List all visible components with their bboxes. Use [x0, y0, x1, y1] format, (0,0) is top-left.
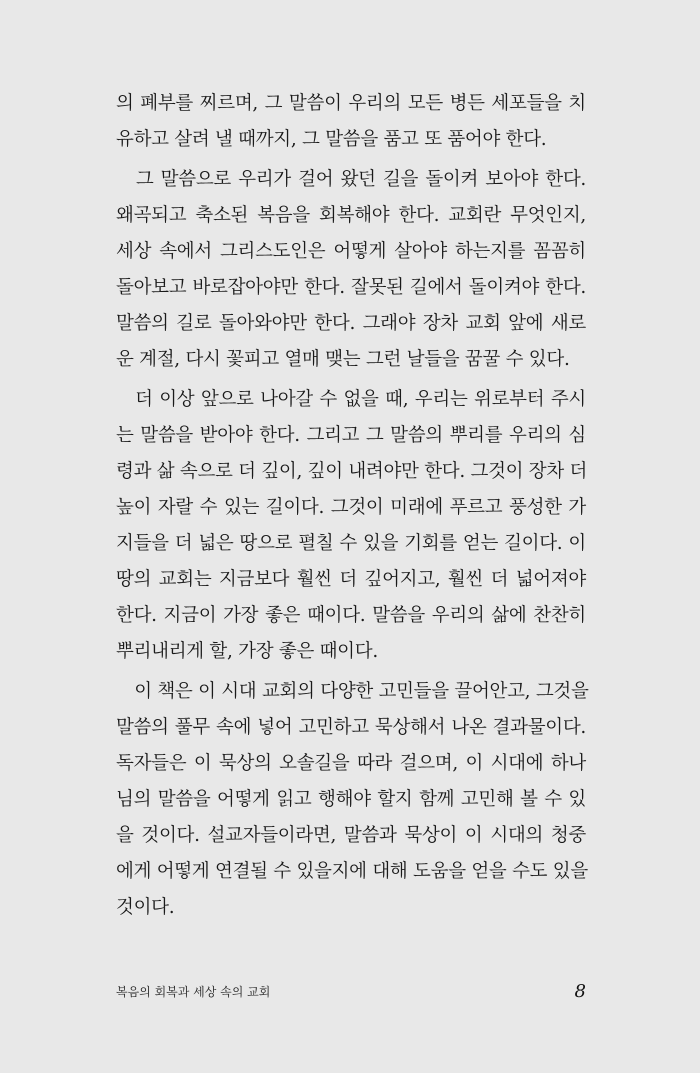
- body-text-line: 에게 어떻게 연결될 수 있을지에 대해 도움을 얻을 수도 있을: [116, 861, 588, 882]
- body-text-line: 말씀의 길로 돌아와야만 한다. 그래야 장차 교회 앞에 새로: [116, 313, 586, 334]
- body-text-line: 땅의 교회는 지금보다 훨씬 더 깊어지고, 훨씬 더 넓어져야: [116, 569, 586, 590]
- body-text-line: 그 말씀으로 우리가 걸어 왔던 길을 돌이켜 보아야 한다.: [116, 169, 586, 190]
- body-text-line: 왜곡되고 축소된 복음을 회복해야 한다. 교회란 무엇인지,: [116, 205, 586, 226]
- body-text-line: 말씀의 풀무 속에 넣어 고민하고 묵상해서 나온 결과물이다.: [116, 717, 586, 738]
- body-text-line: 세상 속에서 그리스도인은 어떻게 살아야 하는지를 꼼꼼히: [116, 241, 586, 262]
- body-text-line: 돌아보고 바로잡아야만 한다. 잘못된 길에서 돌이켜야 한다.: [116, 277, 586, 298]
- body-text-line: 독자들은 이 묵상의 오솔길을 따라 걸으며, 이 시대에 하나: [116, 753, 586, 774]
- body-text-line: 유하고 살려 낼 때까지, 그 말씀을 품고 또 품어야 한다.: [116, 129, 547, 150]
- body-text-line: 이 책은 이 시대 교회의 다양한 고민들을 끌어안고, 그것을: [116, 681, 589, 702]
- body-text-line: 지들을 더 넓은 땅으로 펼칠 수 있을 기회를 얻는 길이다. 이: [116, 533, 586, 554]
- body-text-line: 의 폐부를 찌르며, 그 말씀이 우리의 모든 병든 세포들을 치: [116, 93, 586, 114]
- body-text-line: 령과 삶 속으로 더 깊이, 깊이 내려야만 한다. 그것이 장차 더: [116, 461, 588, 482]
- running-footer-title: 복음의 회복과 세상 속의 교회: [116, 985, 271, 999]
- body-text-line: 뿌리내리게 할, 가장 좋은 때이다.: [116, 641, 378, 662]
- body-text-line: 것이다.: [116, 897, 175, 918]
- page-number: 8: [574, 981, 586, 1002]
- body-text-line: 운 계절, 다시 꽃피고 열매 맺는 그런 날들을 꿈꿀 수 있다.: [116, 349, 570, 370]
- body-text-line: 높이 자랄 수 있는 길이다. 그것이 미래에 푸르고 풍성한 가: [116, 497, 586, 518]
- body-text-line: 더 이상 앞으로 나아갈 수 없을 때, 우리는 위로부터 주시: [116, 389, 586, 410]
- body-text-line: 한다. 지금이 가장 좋은 때이다. 말씀을 우리의 삶에 찬찬히: [116, 605, 586, 626]
- body-text-line: 을 것이다. 설교자들이라면, 말씀과 묵상이 이 시대의 청중: [116, 825, 586, 846]
- body-text-line: 는 말씀을 받아야 한다. 그리고 그 말씀의 뿌리를 우리의 심: [116, 425, 586, 446]
- body-text-line: 님의 말씀을 어떻게 읽고 행해야 할지 함께 고민해 볼 수 있: [116, 789, 586, 810]
